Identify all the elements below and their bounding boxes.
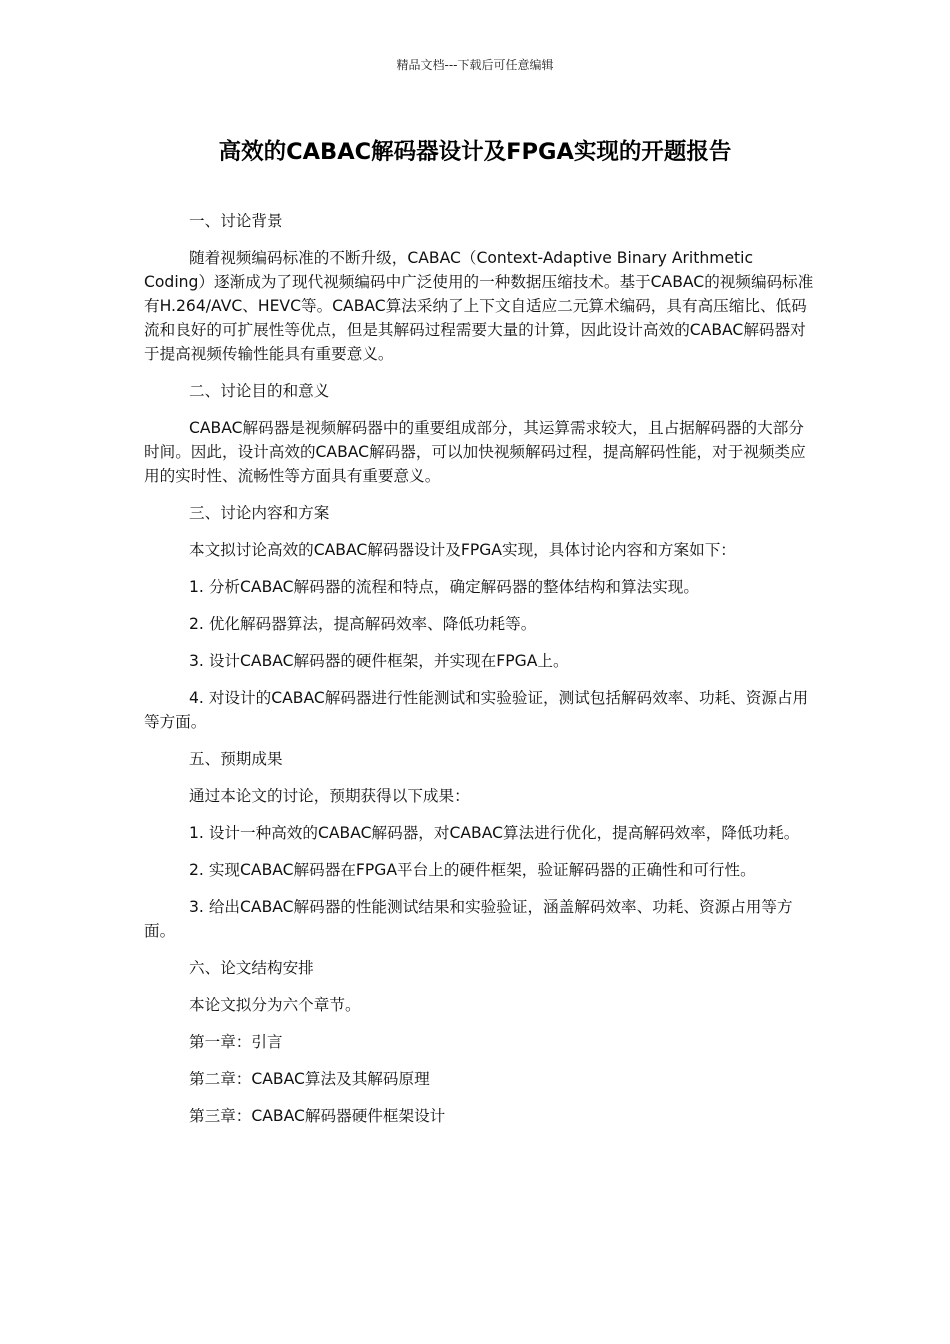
chapter-item: 第三章：CABAC解码器硬件框架设计 xyxy=(189,1107,446,1125)
list-item: 2. 实现CABAC解码器在FPGA平台上的硬件框架，验证解码器的正确性和可行性。 xyxy=(189,861,756,879)
section-heading-content: 三、讨论内容和方案 xyxy=(189,504,330,522)
document-title: 高效的CABAC解码器设计及FPGA实现的开题报告 xyxy=(218,139,732,165)
list-item: 4. 对设计的CABAC解码器进行性能测试和实验验证，测试包括解码效率、功耗、资源占用等方面。 xyxy=(144,689,809,731)
list-item: 2. 优化解码器算法，提高解码效率、降低功耗等。 xyxy=(189,615,537,633)
section-heading-structure: 六、论文结构安排 xyxy=(189,959,314,977)
page-header-note: 精品文档---下载后可任意编辑 xyxy=(396,58,554,72)
paragraph-content-intro: 本文拟讨论高效的CABAC解码器设计及FPGA实现，具体讨论内容和方案如下： xyxy=(189,541,736,559)
list-item: 3. 给出CABAC解码器的性能测试结果和实验验证，涵盖解码效率、功耗、资源占用等方面。 xyxy=(144,898,793,940)
chapter-item: 第一章：引言 xyxy=(189,1033,283,1051)
list-item: 1. 设计一种高效的CABAC解码器，对CABAC算法进行优化，提高解码效率，降低功耗。 xyxy=(189,824,800,842)
paragraph-structure-intro: 本论文拟分为六个章节。 xyxy=(189,996,361,1014)
list-item: 1. 分析CABAC解码器的流程和特点，确定解码器的整体结构和算法实现。 xyxy=(189,578,699,596)
paragraph-background: 随着视频编码标准的不断升级，CABAC（Context-Adaptive Binary Arithmetic Coding）逐渐成为了现代视频编码中广泛使用的一种数据压缩技术。基于CABAC的视频编码标准有H.264/AVC、HEVC等。CABAC算法采纳了上下文自适应二元算术编码，具有高压缩比、低码流和良好的可扩展性等优点，但是其解码过程需要大量的计算，因此设计高效的CABAC解码器对于提高视频传输性能具有重要意义。 xyxy=(144,249,814,363)
section-heading-background: 一、讨论背景 xyxy=(189,212,283,230)
paragraph-results-intro: 通过本论文的讨论，预期获得以下成果： xyxy=(189,787,470,805)
paragraph-purpose: CABAC解码器是视频解码器中的重要组成部分，其运算需求较大，且占据解码器的大部分时间。因此，设计高效的CABAC解码器，可以加快视频解码过程，提高解码性能，对于视频类应用的实时性、流畅性等方面具有重要意义。 xyxy=(144,419,806,485)
chapter-item: 第二章：CABAC算法及其解码原理 xyxy=(189,1070,430,1088)
document-body xyxy=(144,209,816,1141)
section-heading-purpose: 二、讨论目的和意义 xyxy=(189,382,330,400)
list-item: 3. 设计CABAC解码器的硬件框架，并实现在FPGA上。 xyxy=(189,652,569,670)
section-heading-results: 五、预期成果 xyxy=(189,750,283,768)
